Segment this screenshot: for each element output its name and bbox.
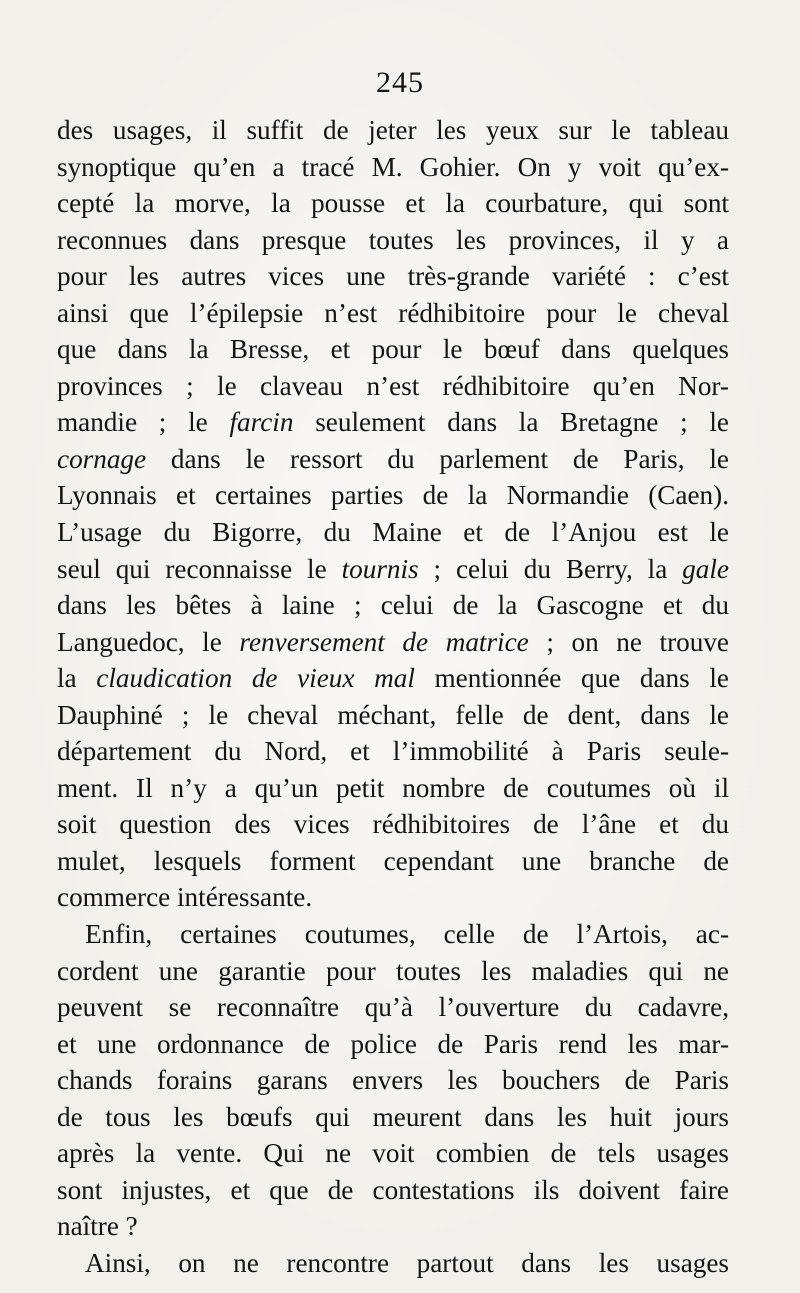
text-segment: ; celui du Berry, la: [418, 553, 683, 584]
text-segment: chands forains garans envers les bouchers de Paris: [57, 1065, 729, 1096]
italic-term: farcin: [229, 407, 294, 438]
text-segment: sont injustes, et que de contestations ils doivent faire: [57, 1174, 729, 1205]
text-line: [57, 514, 729, 551]
text-segment: seulement dans la Bretagne ; le: [293, 407, 730, 438]
text-line: [57, 1099, 729, 1136]
text-segment: Languedoc, le: [57, 626, 240, 657]
text-line: [57, 1062, 729, 1099]
text-segment: L’usage du Bigorre, du Maine et de l’Anjou est le: [57, 517, 729, 548]
text-line: [57, 404, 729, 441]
text-line: [57, 660, 729, 697]
text-segment: reconnues dans presque toutes les provinces, il y a: [57, 224, 729, 255]
italic-term: renversement de matrice: [239, 626, 529, 657]
text-segment: dans le ressort du parlement de Paris, le: [146, 443, 729, 474]
text-segment: Enfin, certaines coutumes, celle de l’Artois, ac-: [85, 919, 729, 950]
text-line: [57, 697, 729, 734]
text-line: [57, 587, 729, 624]
text-segment: Lyonnais et certaines parties de la Normandie (Caen).: [57, 480, 729, 511]
text-line: [57, 1245, 729, 1282]
text-segment: dans les bêtes à laine ; celui de la Gascogne et du: [57, 590, 729, 621]
text-segment: synoptique qu’en a tracé M. Gohier. On y voit qu’ex-: [57, 151, 729, 182]
text-line: [57, 843, 729, 880]
text-segment: soit question des vices rédhibitoires de l’âne et du: [57, 809, 729, 840]
italic-term: gale: [682, 553, 729, 584]
text-line: [57, 879, 729, 916]
text-line: [57, 916, 729, 953]
italic-term: claudication de vieux mal: [96, 663, 415, 694]
text-line: [57, 258, 729, 295]
text-line: [57, 989, 729, 1026]
text-line: [57, 624, 729, 661]
text-segment: provinces ; le claveau n’est rédhibitoire qu’en Nor-: [57, 370, 729, 401]
text-line: [57, 1208, 729, 1245]
text-segment: peuvent se reconnaître qu’à l’ouverture du cadavre,: [57, 992, 729, 1023]
text-segment: cepté la morve, la pousse et la courbature, qui sont: [57, 188, 729, 219]
text-segment: pour les autres vices une très-grande variété : c’est: [57, 261, 729, 292]
text-segment: Ainsi, on ne rencontre partout dans les usages: [85, 1247, 729, 1278]
text-segment: ; on ne trouve: [528, 626, 729, 657]
text-segment: département du Nord, et l’immobilité à Paris seule-: [57, 736, 729, 767]
text-line: [57, 551, 729, 588]
text-segment: ment. Il n’y a qu’un petit nombre de coutumes où il: [57, 772, 729, 803]
text-segment: mandie ; le: [57, 407, 230, 438]
text-segment: mentionnée que dans le: [414, 663, 729, 694]
text-segment: cordent une garantie pour toutes les maladies qui ne: [57, 955, 729, 986]
text-line: [57, 149, 729, 186]
text-line: [57, 770, 729, 807]
text-line: [57, 185, 729, 222]
text-line: [57, 1172, 729, 1209]
text-segment: ainsi que l’épilepsie n’est rédhibitoire pour le cheval: [57, 297, 729, 328]
text-line: [57, 733, 729, 770]
text-segment: après la vente. Qui ne voit combien de tels usages: [57, 1138, 729, 1169]
text-segment: commerce intéressante.: [57, 882, 313, 913]
italic-term: tournis: [341, 553, 419, 584]
text-segment: que dans la Bresse, et pour le bœuf dans quelques: [57, 334, 729, 365]
text-line: [57, 368, 729, 405]
text-segment: naître ?: [57, 1211, 138, 1242]
body-text: [57, 112, 729, 1282]
text-line: [57, 295, 729, 332]
text-line: [57, 1135, 729, 1172]
page-number: 245: [376, 66, 424, 99]
text-line: [57, 1026, 729, 1063]
text-segment: et une ordonnance de police de Paris rend les mar-: [57, 1028, 729, 1059]
text-segment: mulet, lesquels forment cependant une branche de: [57, 845, 729, 876]
text-segment: de tous les bœufs qui meurent dans les huit jours: [57, 1101, 729, 1132]
text-line: [57, 806, 729, 843]
text-segment: seul qui reconnaisse le: [57, 553, 342, 584]
text-line: [57, 222, 729, 259]
text-line: [57, 112, 729, 149]
text-line: [57, 477, 729, 514]
text-segment: des usages, il suffit de jeter les yeux sur le tableau: [57, 115, 729, 145]
text-segment: la: [57, 663, 97, 694]
text-line: [57, 331, 729, 368]
italic-term: cornage: [57, 443, 147, 474]
text-segment: Dauphiné ; le cheval méchant, felle de dent, dans le: [57, 699, 729, 730]
text-line: [57, 953, 729, 990]
text-line: [57, 441, 729, 478]
